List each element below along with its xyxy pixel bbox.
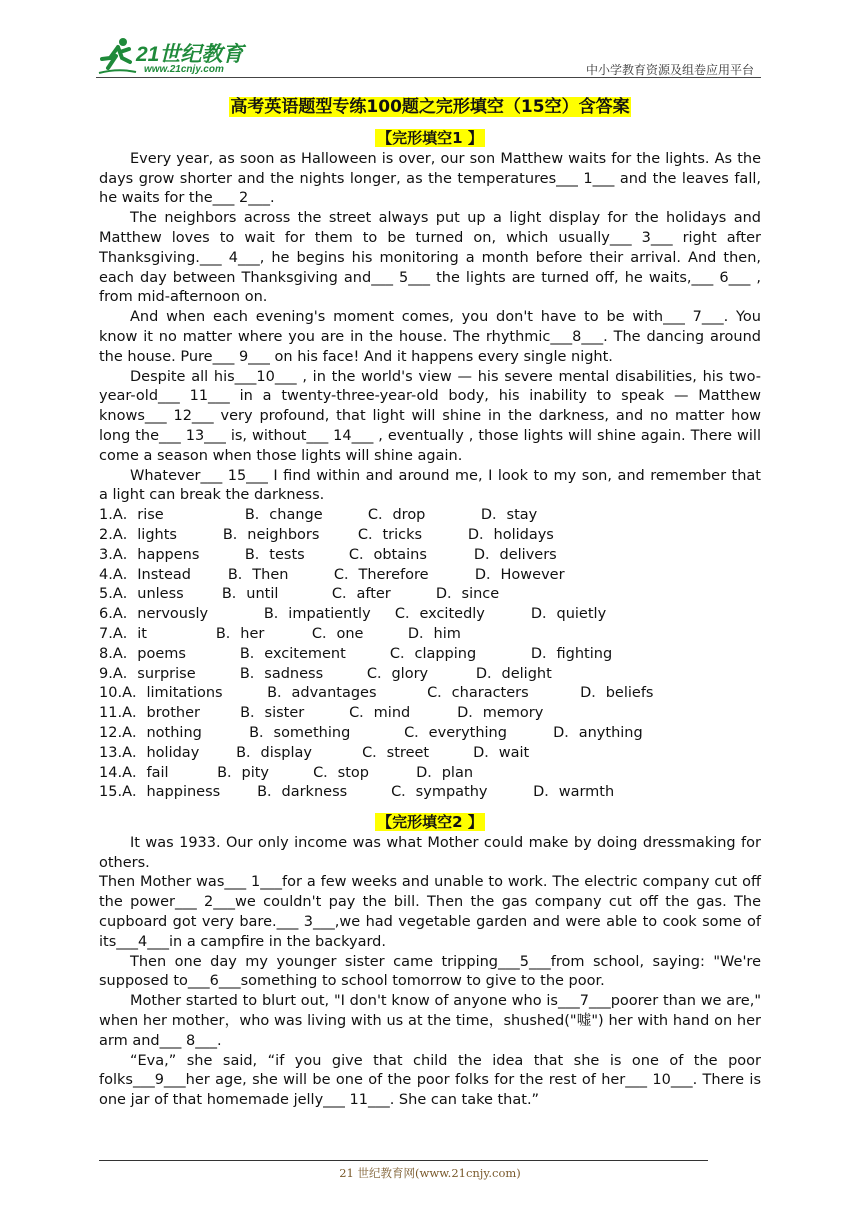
option-c: C．characters [427,685,529,702]
option-a: A．poems [112,645,186,662]
header-divider [96,77,761,78]
option-d: D．However [474,566,565,583]
passage-paragraph: And when each evening's moment comes, you don't have to be with___ 7___. You know it no matter where you are in the house. The rhythmic___8___. The dancing around the house. Pure___ 9___ on his face! And it happens every single night. [99,309,761,365]
option-d: D．warmth [533,784,615,801]
option-d: D．since [435,586,500,603]
logo [96,34,266,78]
option-b: B．sister [240,705,305,722]
option-c: C．sympathy [391,784,488,801]
option-c: C．drop [367,507,426,524]
option-a: A．limitations [122,685,223,702]
option-a: A．it [112,625,147,642]
header-slogan: 中小学教育资源及组卷应用平台 [585,63,754,77]
option-d: D．memory [457,705,544,722]
option-b: B．excitement [239,645,346,662]
option-b: B．impatiently [263,606,371,623]
passage-paragraph: Then Mother was___ 1___for a few weeks and unable to work. The electric company cut off the power___ 2___we couldn't pay the bill. Then the gas company cut off the gas. The cupboard got very bare.___ 3___,we had vegetable garden and were able to cook some of its___4___in a campfire in the backyard. [99,874,761,950]
section-heading: 【完形填空1 】 [377,129,483,147]
option-row: 9. A．surprise B．sadness C．glory D．delight [99,665,761,685]
option-d: D．stay [480,507,538,524]
option-d: D．delight [475,665,552,682]
option-c: C．obtains [348,546,427,563]
option-b: B．display [236,744,312,761]
option-d: D．plan [416,764,474,781]
option-a: A．rise [112,507,164,524]
option-b: B．neighbors [222,526,320,543]
option-b: B．pity [217,764,270,781]
option-row: 6. A．nervously B．impatiently C．excitedly D．quietly [99,605,761,625]
option-row: 7. A．it B．her C．one D．him [99,625,761,645]
page-footer: 21 世纪教育网(www.21cnjy.com) [339,1166,521,1180]
option-c: C．glory [366,665,429,682]
option-a: A．nothing [122,724,202,741]
option-row: 10. A．limitations B．advantages C．characters D．beliefs [99,684,761,704]
option-row: 1. A．rise B．change C．drop D．stay [99,506,761,526]
option-row: 3. A．happens B．tests C．obtains D．delivers [99,546,761,566]
option-row: 4. A．Instead B．Then C．Therefore D．However [99,566,761,586]
option-b: B．Then [227,566,289,583]
option-d: D．delivers [473,546,557,563]
logo-text: 21世纪教育 [136,43,244,66]
option-d: D．holidays [467,526,554,543]
option-d: D．him [407,625,461,642]
passage-paragraph: The neighbors across the street always put up a light display for the holidays and Matthew loves to wait for them to be turned on, which usually___ 3___ right after Thanksgiving.___ 4___, he begins his monitoring a month before their arrival. And then, each day between Thanksgiving and___ 5___ the lights are turned off, he waits,___ 6___ , from mid-afternoon on. [99,210,761,306]
option-c: C．street [362,744,430,761]
option-a: A．happens [112,546,200,563]
runner-logo-icon [96,34,140,78]
option-c: C．mind [349,705,411,722]
footer-divider [99,1160,708,1161]
option-a: A．brother [122,705,200,722]
option-c: C．clapping [389,645,477,662]
option-row: 15. A．happiness B．darkness C．sympathy D．warmth [99,783,761,803]
passage-paragraph: Mother started to blurt out, "I don't know of anyone who is___7___poorer than we are," when her mother，who was living with us at the time，shushed("嘘") her with hand on her arm and___ 8___. [99,993,761,1049]
option-row: 2. A．lights B．neighbors C．tricks D．holidays [99,526,761,546]
option-b: B．until [221,586,279,603]
option-b: B．sadness [239,665,324,682]
document-title: 高考英语题型专练100题之完形填空（15空）含答案 [230,97,630,117]
option-d: D．quietly [530,606,607,623]
option-row: 8. A．poems B．excitement C．clapping D．fighting [99,645,761,665]
option-b: B．something [249,724,351,741]
passage-paragraph: Whatever___ 15___ I find within and around me, I look to my son, and remember that a light can break the darkness. [99,467,761,504]
option-c: C．after [331,586,391,603]
option-d: D．wait [473,744,530,761]
option-c: C．tricks [357,526,423,543]
option-a: A．Instead [112,566,191,583]
option-b: B．her [215,625,265,642]
logo-url: www.21cnjy.com [144,64,224,75]
option-d: D．beliefs [580,685,654,702]
option-d: D．anything [553,724,643,741]
option-row: 14. A．fail B．pity C．stop D．plan [99,764,761,784]
passage-paragraph: Every year, as soon as Halloween is over, our son Matthew waits for the lights. As the days grow shorter and the nights longer, as the temperatures___ 1___ and the leaves fall, he waits for the___ 2___. [99,150,761,207]
option-a: A．surprise [112,665,196,682]
option-b: B．advantages [267,685,377,702]
section-heading: 【完形填空2 】 [377,813,483,832]
passage-paragraph: It was 1933. Our only income was what Mother could make by doing dressmaking for others. [99,834,761,871]
option-b: B．darkness [257,784,348,801]
option-row: 5. A．unless B．until C．after D．since [99,585,761,605]
option-b: B．tests [244,546,305,563]
option-c: C．everything [404,724,507,741]
option-row: 13. A．holiday B．display C．street D．wait [99,744,761,764]
option-d: D．fighting [530,645,613,662]
option-row: 12. A．nothing B．something C．everything D．anything [99,724,761,744]
option-b: B．change [244,507,323,524]
option-c: C．Therefore [333,566,429,583]
passage-paragraph: “Eva,” she said, “if you give that child the idea that she is one of the poor folks___9___her age, she will be one of the poor folks for the rest of her___ 10___. There is one jar of that homemade jelly___ 11___. She can take that.” [99,1052,761,1109]
option-a: A．holiday [122,744,200,761]
option-c: C．excitedly [394,606,485,623]
passage-paragraph: Then one day my younger sister came tripping___5___from school, saying: "We're supposed to___6___something to school tomorrow to give to the poor. [99,953,761,990]
option-a: A．unless [112,586,184,603]
options-list [99,506,761,803]
passage-paragraph: Despite all his___10___ , in the world's view — his severe mental disabilities, his two-year-old___ 11___ in a twenty-three-year-old body, his inability to speak — Matthew knows___ 12___ very profound, that light will shine in the darkness, and no matter how long the___ 13___ is, without___ 14___ , eventually , those lights will shine again. There will come a season when those lights will shine again. [99,368,761,464]
option-c: C．one [311,625,364,642]
option-c: C．stop [313,764,370,781]
option-a: A．fail [122,764,169,781]
option-a: A．lights [112,526,177,543]
option-a: A．nervously [112,606,209,623]
page-header [0,0,860,80]
document-body [99,95,761,1111]
option-a: A．happiness [122,784,221,801]
option-row: 11. A．brother B．sister C．mind D．memory [99,704,761,724]
